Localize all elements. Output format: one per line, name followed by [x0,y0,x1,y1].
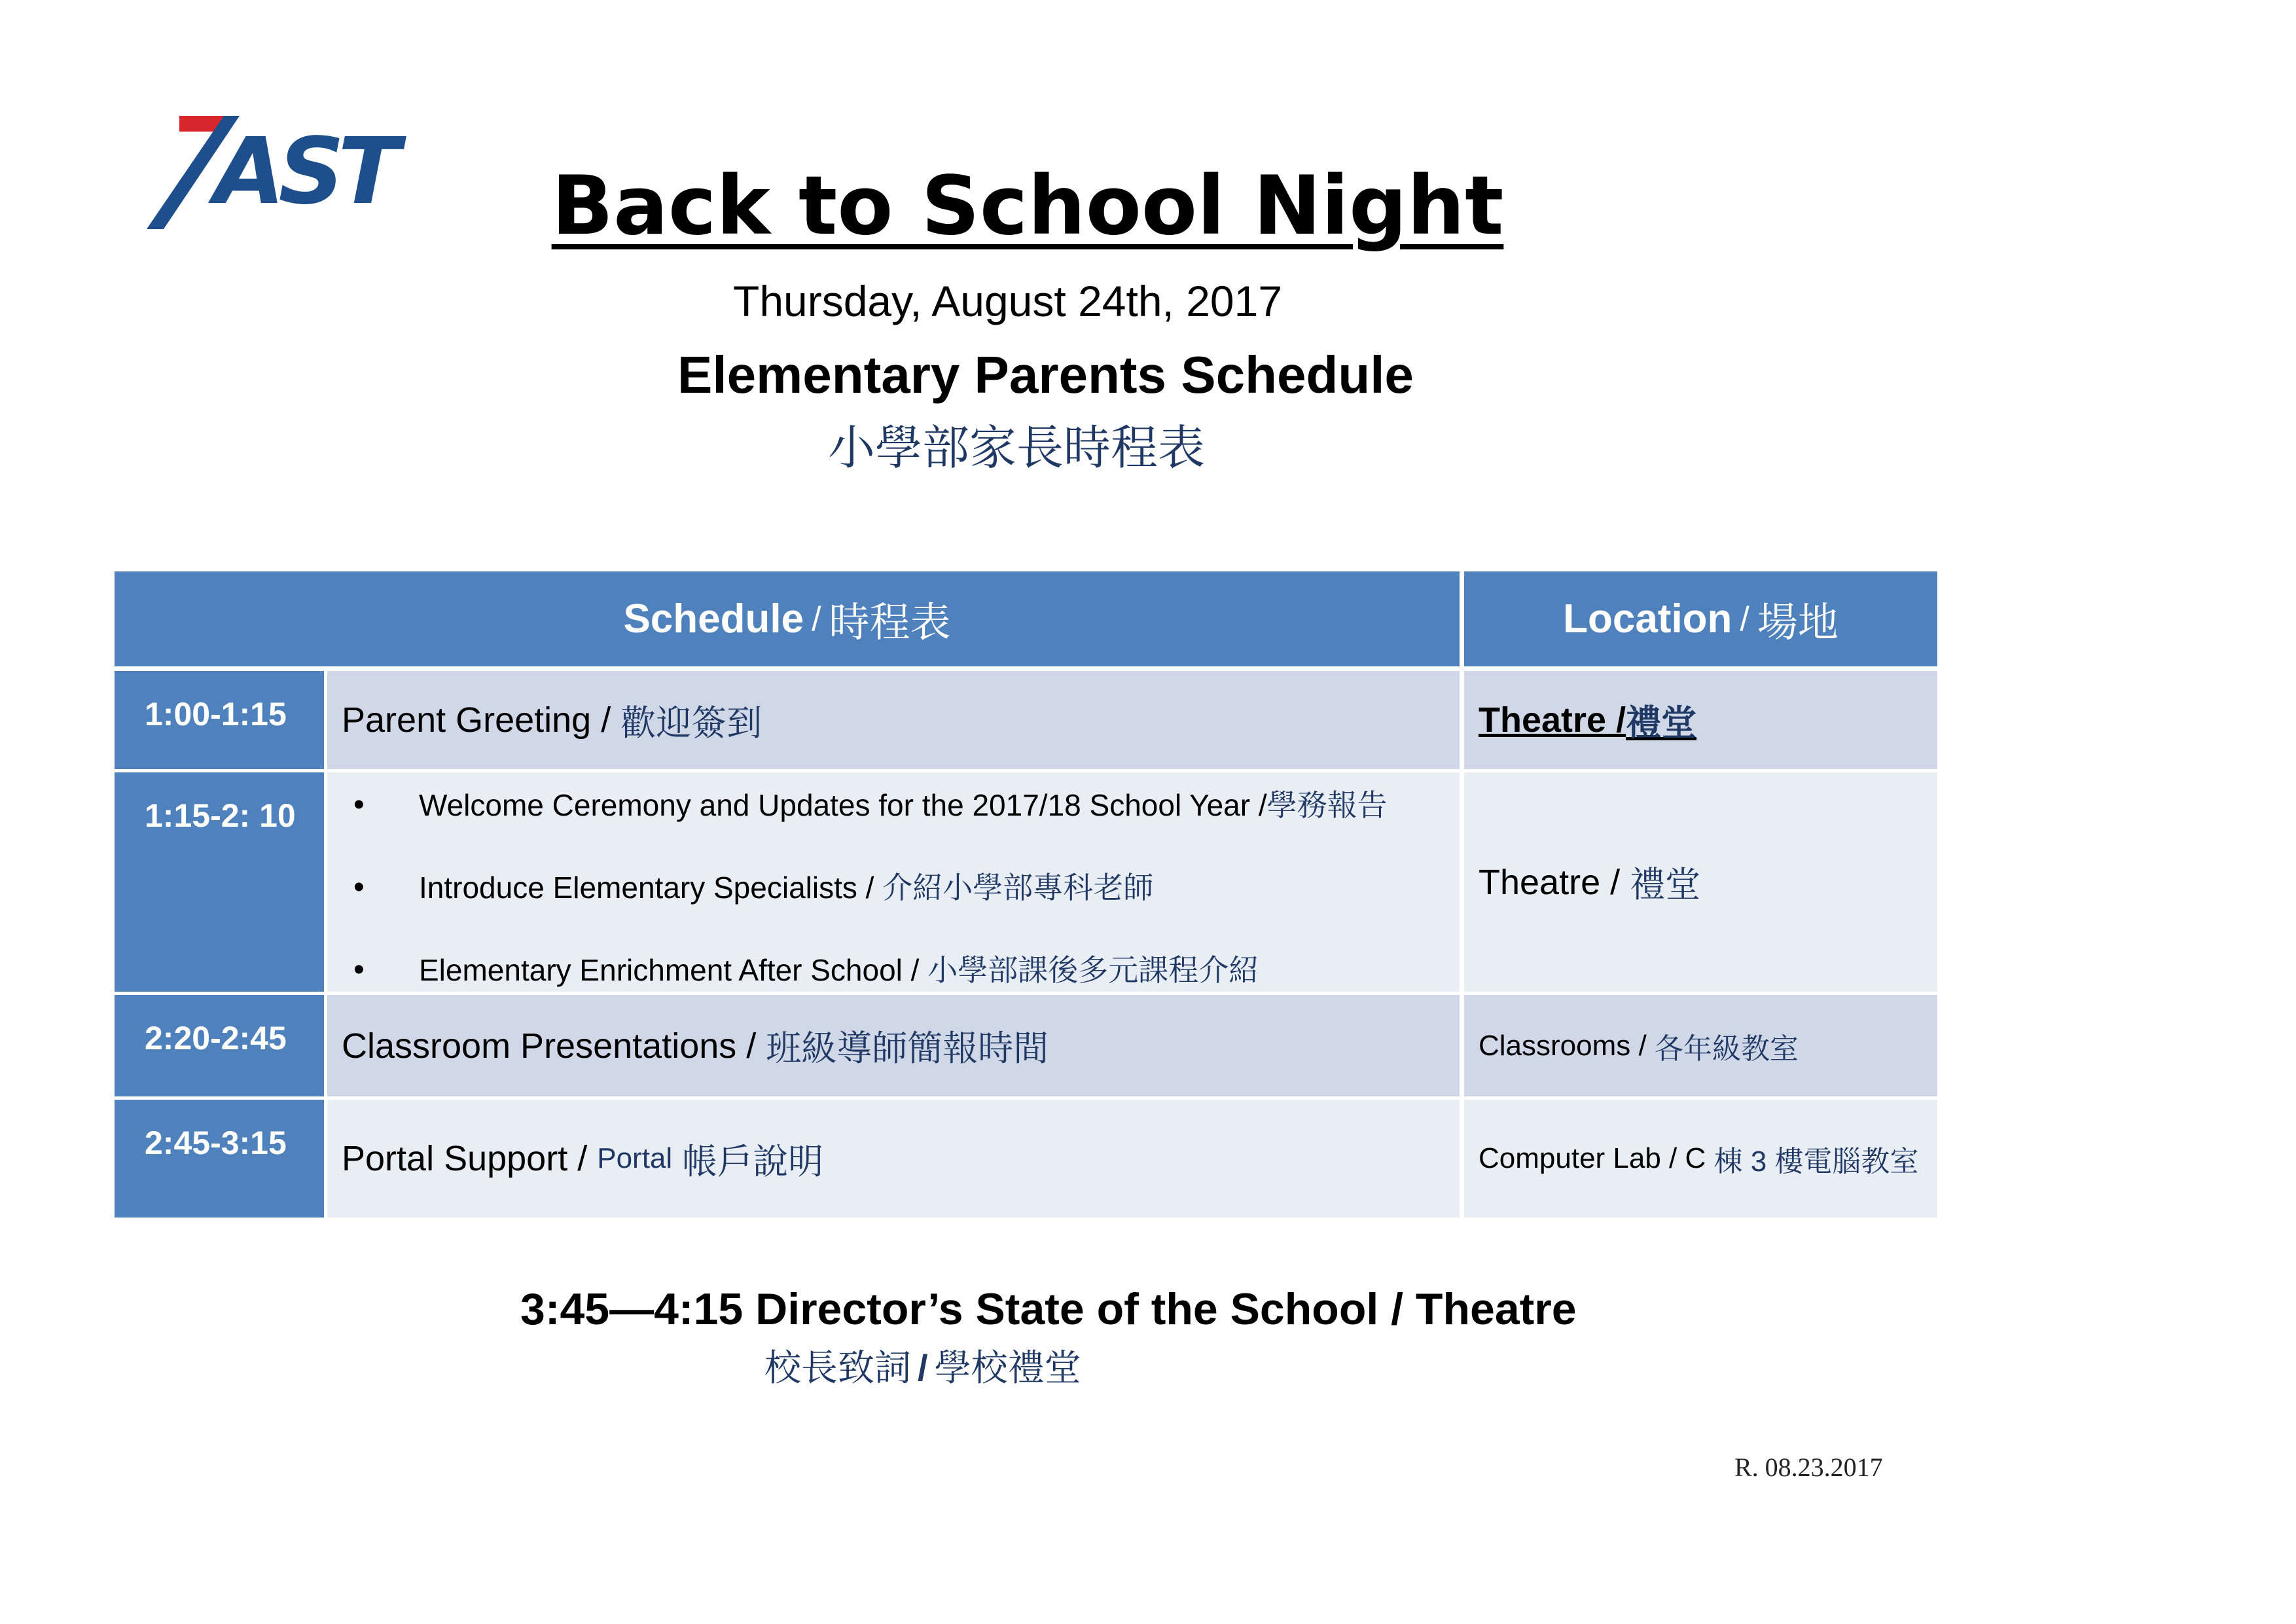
activity-bullet-list: • Welcome Ceremony and Updates for the 2017/18 School Year /學務報告 • Introduce Elementary Specialists / 介紹小學部專科老師 • Elementary Enrichment After School / 小學部課後多元課程介紹 [327,772,1460,992]
activity-cell: Portal Support / Portal 帳戶說明 [327,1100,1460,1218]
location-cell: Theatre / 禮堂 [1464,671,1937,769]
activity-cell: Classroom Presentations / 班級導師簡報時間 [327,995,1460,1096]
schedule-subtitle: Elementary Parents Schedule [677,346,1414,404]
page-title: Back to School Night [551,159,1504,253]
schedule-table [115,571,1937,1218]
closing-session: 3:45—4:15 Director’s State of the School / Theatre [520,1284,1577,1334]
location-cell: Theatre / 禮堂 [1464,772,1937,992]
revision-date: R. 08.23.2017 [1734,1453,1883,1482]
location-column-header: Location / 場地 [1464,571,1937,666]
closing-session-zh: 校長致詞 / 學校禮堂 [764,1347,1081,1388]
time-cell: 2:20-2:45 [115,995,324,1096]
schedule-column-header: Schedule / 時程表 [115,571,1460,666]
schedule-subtitle-zh: 小學部家長時程表 [828,422,1206,475]
time-cell: 1:15-2: 10 [115,772,324,992]
event-date: Thursday, August 24th, 2017 [733,277,1283,325]
svg-text:AST: AST [214,118,394,225]
time-cell: 1:00-1:15 [115,671,324,769]
location-cell: Classrooms / 各年級教室 [1464,995,1937,1096]
location-cell: Computer Lab / C 棟 3 樓電腦教室 [1464,1100,1937,1218]
activity-cell: Parent Greeting / 歡迎簽到 [327,671,1460,769]
time-cell: 2:45-3:15 [115,1100,324,1218]
